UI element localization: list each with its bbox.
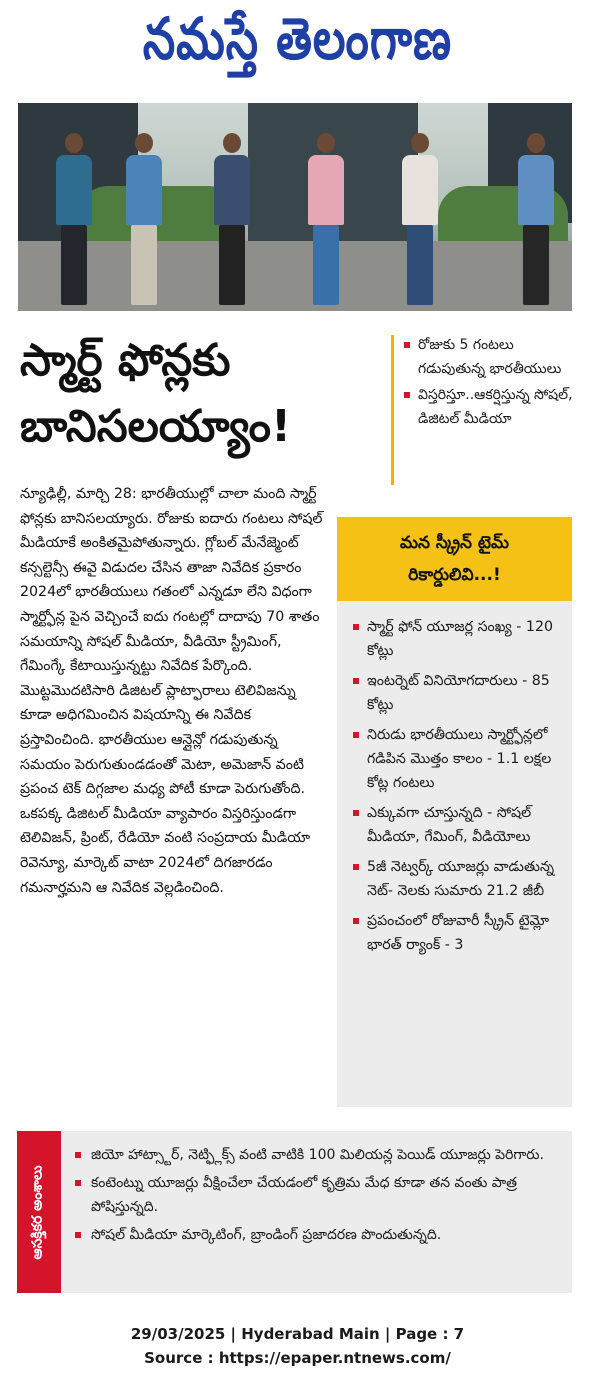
stat-item: ప్రపంచంలో రోజువారీ స్క్రీన్ టైమ్లో భారత్ ర్యాంక్ - 3: [351, 909, 562, 957]
interesting-facts-list: [73, 1143, 563, 1251]
article-photo: [18, 103, 572, 311]
interesting-facts-label: ఆసక్తికర అంశాలు: [29, 1164, 46, 1260]
stat-item: 5జీ నెట్వర్క్ యూజర్లు వాడుతున్న నెట్- నెలకు సుమారు 21.2 జీబీ: [351, 855, 562, 903]
screen-time-title-1: మన స్క్రీన్ టైమ్: [400, 533, 509, 553]
screen-time-box-header: [337, 517, 572, 601]
stat-item: ఇంటర్నెట్ వినియోగదారులు - 85 కోట్లు: [351, 669, 562, 717]
article-highlights: [404, 333, 582, 433]
edition-info: 29/03/2025 | Hyderabad Main | Page : 7: [130, 1325, 465, 1343]
highlight-item: విస్తరిస్తూ..ఆకర్షిస్తున్న సోషల్, డిజిటల్ మీడియా: [404, 383, 582, 431]
highlight-divider: [391, 335, 394, 485]
person-figure: [518, 133, 554, 305]
person-figure: [126, 133, 162, 305]
stat-item: స్మార్ట్ ఫోన్ యూజర్ల సంఖ్య - 120 కోట్లు: [351, 615, 562, 663]
interesting-facts-box: [17, 1131, 572, 1293]
interesting-facts-label-band: [17, 1131, 61, 1293]
person-figure: [402, 133, 438, 305]
person-figure: [308, 133, 344, 305]
source-link[interactable]: Source : https://epaper.ntnews.com/: [144, 1349, 451, 1367]
headline-line-2: బానిసలయ్యాం!: [20, 401, 292, 452]
stat-item: ఎక్కువగా చూస్తున్నది - సోషల్ మీడియా, గేమింగ్, వీడియోలు: [351, 801, 562, 849]
article-headline: [20, 328, 384, 460]
newspaper-masthead: [0, 0, 595, 92]
fact-item: కంటెంట్ను యూజర్లు వీక్షించేలా చేయడంలో కృత్రిమ మేధ కూడా తన వంతు పాత్ర పోషిస్తున్నది.: [73, 1171, 563, 1219]
screen-time-title-2: రికార్డులివి...!: [408, 565, 501, 585]
person-figure: [214, 133, 250, 305]
screen-time-stats: [337, 601, 572, 1107]
fact-item: సోషల్ మీడియా మార్కెటింగ్, బ్రాండింగ్ ప్రజాదరణ పొందుతున్నది.: [73, 1223, 563, 1247]
photo-ground: [18, 241, 572, 311]
fact-item: జియో హాట్స్టార్, నెట్ఫ్లిక్స్ వంటి వాటికి 100 మిలియన్ల పెయిడ్ యూజర్లు పెరిగారు.: [73, 1143, 563, 1167]
stat-item: నిరుడు భారతీయులు స్మార్ట్ఫోన్లలో గడిపిన మొత్తం కాలం - 1.1 లక్షల కోట్ల గంటలు: [351, 723, 562, 795]
highlight-item: రోజుకు 5 గంటలు గడుపుతున్న భారతీయులు: [404, 333, 582, 381]
article-body: న్యూఢిల్లీ, మార్చి 28: భారతీయుల్లో చాలా మంది స్మార్ట్ ఫోన్లకు బానిసలయ్యారు. రోజుకు ఐదారు గంటలు సోషల్ మీడియాకే అంకితమైపోతున్నారు. గ్లోబల్ మేనేజ్మెంట్ కన్సల్టెన్సీ ఈవై విడుదల చేసిన తాజా నివేదిక ప్రకారం 2024లో భారతీయులు గతంలో ఎన్నడూ లేని విధంగా స్మార్ట్ఫోన్ల పైన వెచ్చించే ఐదు గంటల్లో దాదాపు 70 శాతం సమయాన్ని సోషల్ మీడియా, వీడియో స్ట్రీమింగ్, గేమింగ్కే కేటాయిస్తున్నట్టు నివేదిక పేర్కొంది. మొట్టమొదటిసారి డిజిటల్ ప్లాట్ఫారాలు టెలివిజన్ను కూడా అధిగమించిన విషయాన్ని ఈ నివేదిక ప్రస్తావించింది. భారతీయుల ఆన్లైన్లో గడుపుతున్న సమయం పెరుగుతుండడంతో మెటా, అమెజాన్ వంటి ప్రపంచ టెక్ దిగ్గజాల మధ్య పోటీ కూడా పెరుగుతోంది. ఒకపక్క డిజిటల్ మీడియా వ్యాపారం విస్తరిస్తుండగా టెలివిజన్, ప్రింట్, రేడియో వంటి సంప్రదాయ మీడియా రెవెన్యూ, మార్కెట్ వాటా 2024లో దిగజారడం గమనార్హమని ఆ నివేదిక వెల్లడించింది.: [20, 486, 323, 896]
page-footer: [0, 1322, 595, 1370]
headline-line-1: స్మార్ట్ ఫోన్లకు: [20, 335, 231, 386]
masthead-title: నమస్తే తెలంగాణ: [142, 4, 453, 73]
person-figure: [56, 133, 92, 305]
